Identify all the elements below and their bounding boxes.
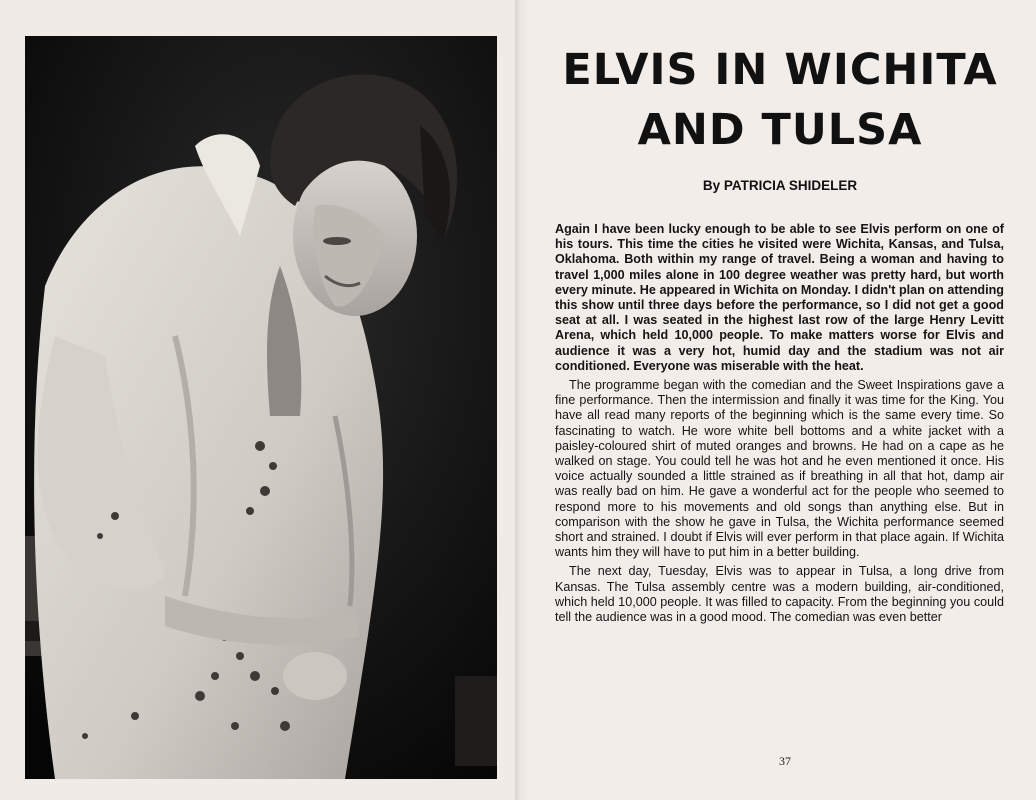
article-paragraph-2: The programme began with the comedian and the Sweet Inspirations gave a fine performance. Then the intermission and finally it was time for the King. You have all read many reports of the beginning which is the same every time. So fascinating to watch. He wore white bell bottoms and a white jacket with a paisley-coloured shirt of muted oranges and browns. He had on a cape as he walked on stage. You could tell he was hot and he even mentioned it once. His voice actually sounded a little strained as if breathing in all that hot, damp air was really bad on him. He gave a wonderful act for the people who seemed to respond more to his movements and old songs than anything else. But in comparison with the show he gave in Tulsa, the Wichita performance seemed short and strained. I doubt if Elvis will ever perform in that place again. If Wichita wants him they will have to put him in a better building. — [555, 378, 1004, 560]
left-page — [0, 0, 515, 800]
article-byline: By PATRICIA SHIDELER — [702, 178, 858, 193]
performer-photo — [25, 36, 497, 779]
article-title: ELVIS IN WICHITA AND TULSA — [562, 45, 998, 155]
article-paragraph-1: Again I have been lucky enough to be able to see Elvis perform on one of his tours. This time the cities he visited were Wichita, Kansas, and Tulsa, Oklahoma. Both within my range of travel. Being a woman and having to travel 1,000 miles alone in 100 degree weather was pretty hard, but worth every minute. He appeared in Wichita on Monday. I didn't plan on attending this show until three days before the performance, so I did not get a good seat at all. I was seated in the highest last row of the large Henry Levitt Arena, which held 10,000 people. To make matters worse for Elvis and audience it was a very hot, humid day and the stadium was not air conditioned. Everyone was miserable with the heat. — [555, 222, 1004, 373]
article-body — [555, 222, 1004, 629]
page-number: 37 — [779, 754, 791, 768]
article-paragraph-3: The next day, Tuesday, Elvis was to appear in Tulsa, a long drive from Kansas. The Tulsa assembly centre was a modern building, air-conditioned, which held 10,000 people. It was filled to capacity. From the beginning you could tell the audience was in a good mood. The comedian was even better — [555, 564, 1004, 625]
page-gutter — [515, 0, 527, 800]
